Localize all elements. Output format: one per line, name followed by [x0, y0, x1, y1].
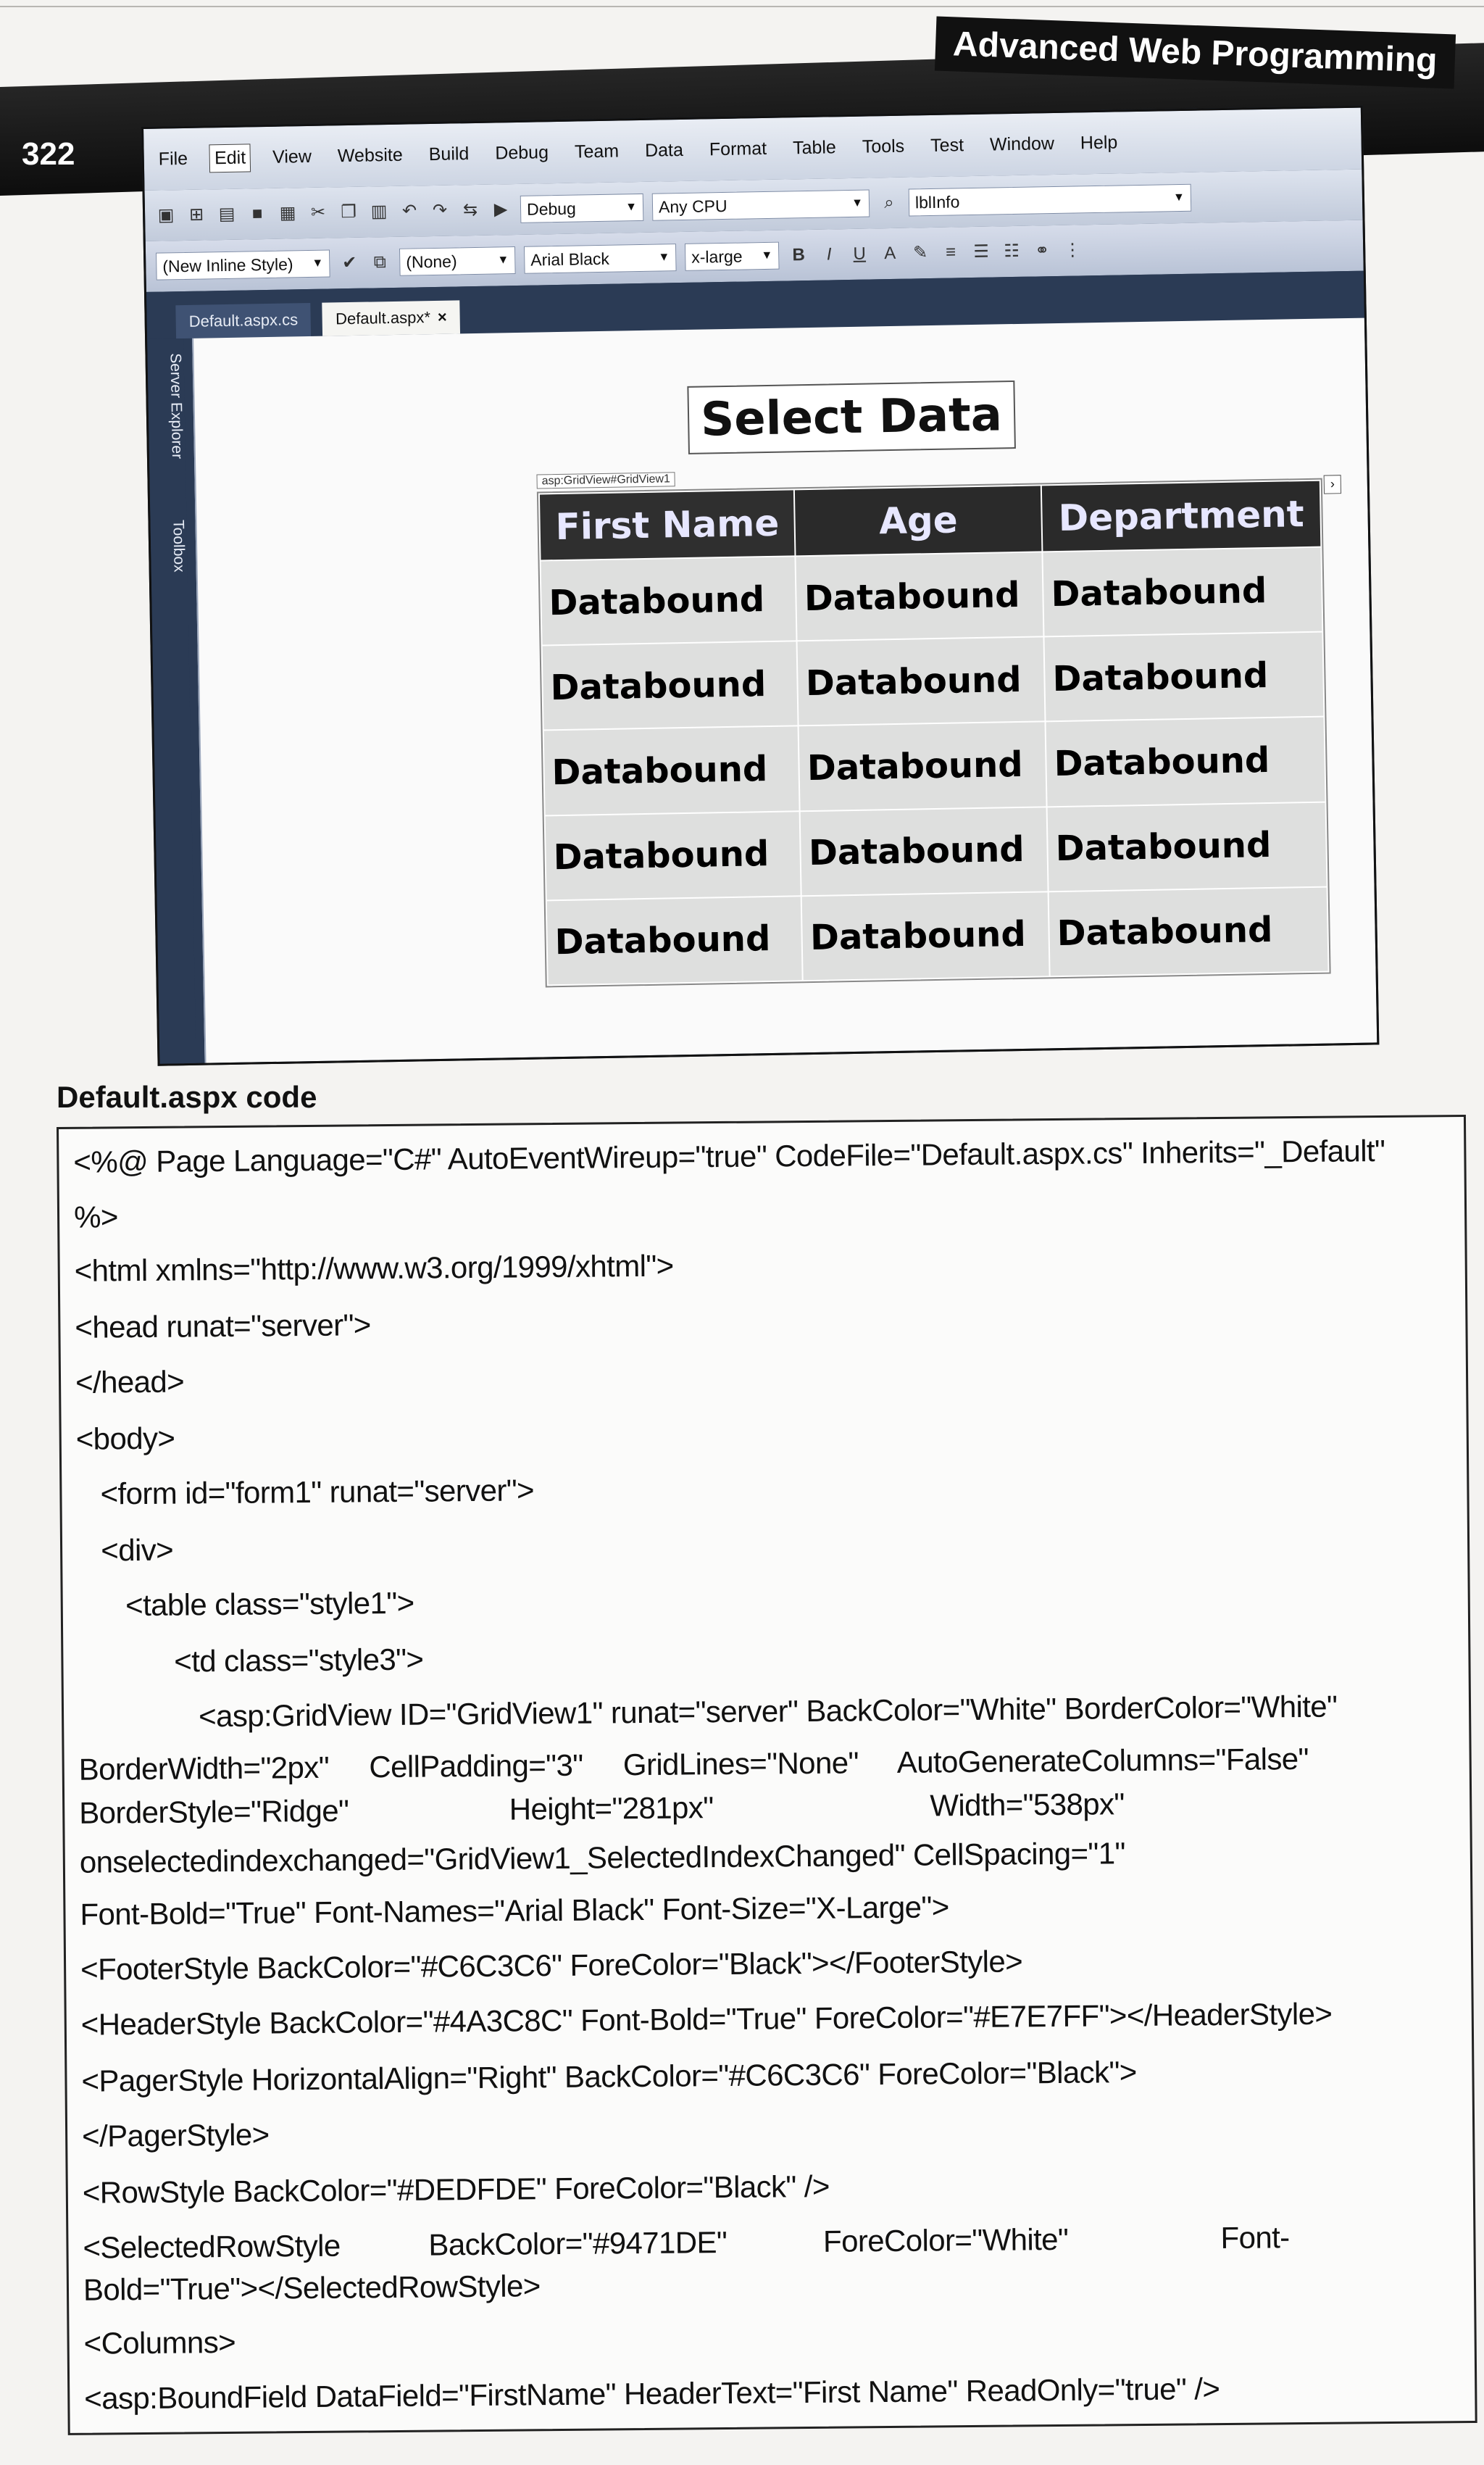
open-file-icon[interactable]: ▤ — [218, 204, 235, 225]
grid-cell: Databound — [1043, 548, 1322, 636]
code-listing — [57, 1115, 1477, 2435]
font-size-dropdown[interactable]: x-large ▼ — [685, 242, 780, 271]
redo-icon[interactable]: ↷ — [432, 200, 448, 220]
code-line: <%@ Page Language="C#" AutoEventWireup="true" CodeFile="Default.aspx.cs" Inherits="_Default" — [73, 1134, 1385, 1179]
grid-cell: Databound — [541, 557, 796, 644]
menu-view[interactable]: View — [272, 146, 312, 167]
close-icon[interactable]: × — [437, 307, 447, 326]
chevron-down-icon: ▼ — [851, 196, 864, 209]
chevron-down-icon: ▼ — [761, 249, 773, 262]
code-line: BorderWidth="2px" CellPadding="3" GridLines="None" AutoGenerateColumns="False" — [78, 1741, 1309, 1787]
menu-build[interactable]: Build — [428, 144, 470, 165]
font-dropdown[interactable]: Arial Black ▼ — [524, 244, 677, 274]
code-line: <SelectedRowStyle BackColor="#9471DE" ForeColor="White" Font- — [83, 2220, 1290, 2265]
align-icon[interactable]: ≡ — [945, 242, 956, 262]
code-line: </head> — [75, 1364, 185, 1400]
gridview-table — [538, 480, 1330, 986]
grid-cell: Databound — [796, 552, 1043, 640]
book-title: Advanced Web Programming — [935, 17, 1456, 89]
menu-window[interactable]: Window — [989, 133, 1055, 155]
code-line: Bold="True"></SelectedRowStyle> — [83, 2269, 541, 2307]
menu-help[interactable]: Help — [1080, 132, 1118, 154]
code-heading: Default.aspx code — [57, 1080, 317, 1114]
side-tool-strip — [147, 338, 196, 1064]
paste-icon[interactable]: ▥ — [370, 201, 388, 222]
hyperlink-icon[interactable]: ⚭ — [1034, 241, 1050, 261]
font-color-icon[interactable]: A — [883, 243, 896, 264]
gridview-tag: asp:GridView#GridView1 — [536, 472, 675, 489]
chevron-down-icon: ▼ — [625, 201, 638, 214]
code-line: <head runat="server"> — [75, 1308, 371, 1344]
chevron-down-icon: ▼ — [497, 254, 509, 267]
configuration-dropdown[interactable]: Debug ▼ — [520, 194, 644, 223]
code-line: <RowStyle BackColor="#DEDFDE" ForeColor="Black" /> — [82, 2169, 830, 2210]
save-icon[interactable]: ■ — [251, 204, 263, 224]
chevron-down-icon: ▼ — [658, 251, 670, 264]
grid-cell: Databound — [543, 642, 798, 730]
menu-test[interactable]: Test — [930, 135, 964, 156]
toolbox-tab[interactable]: Toolbox — [170, 519, 188, 573]
page-top-rule — [0, 6, 1484, 7]
add-item-icon[interactable]: ⊞ — [188, 204, 204, 225]
menu-edit[interactable]: Edit — [209, 144, 251, 172]
start-debug-icon[interactable]: ▶ — [493, 199, 508, 220]
grid-cell: Databound — [544, 727, 799, 815]
menu-debug[interactable]: Debug — [495, 142, 549, 164]
italic-icon[interactable]: I — [826, 244, 832, 265]
code-line: onselectedindexchanged="GridView1_SelectedIndexChanged" CellSpacing="1" — [79, 1836, 1125, 1879]
code-line: <PagerStyle HorizontalAlign="Right" BackColor="#C6C3C6" ForeColor="Black"> — [81, 2055, 1137, 2098]
design-surface — [192, 318, 1377, 1063]
header-age: Age — [795, 486, 1041, 555]
server-explorer-tab[interactable]: Server Explorer — [167, 353, 186, 460]
menu-team[interactable]: Team — [574, 141, 620, 162]
find-icon[interactable]: ⌕ — [884, 192, 894, 213]
code-line: <body> — [75, 1421, 175, 1456]
table-row — [541, 548, 1322, 645]
grid-cell: Databound — [798, 638, 1045, 726]
more-options-icon[interactable]: ⋮ — [1063, 240, 1082, 260]
platform-dropdown[interactable]: Any CPU ▼ — [652, 189, 870, 220]
attach-style-icon[interactable]: ⧉ — [373, 252, 387, 273]
ide-screenshot — [141, 106, 1379, 1066]
code-line: <FooterStyle BackColor="#C6C3C6" ForeColor="Black"></FooterStyle> — [80, 1944, 1023, 1987]
tab-default-aspx[interactable]: Default.aspx* × — [322, 300, 460, 336]
table-row — [543, 633, 1324, 730]
target-rule-dropdown[interactable]: (None) ▼ — [399, 246, 516, 276]
grid-cell: Databound — [547, 897, 802, 984]
grid-cell: Databound — [1048, 802, 1327, 891]
cut-icon[interactable]: ✂ — [310, 202, 326, 223]
numbered-list-icon[interactable]: ☰ — [973, 241, 990, 262]
header-department: Department — [1042, 481, 1320, 552]
code-line: BorderStyle="Ridge" Height="281px" Width="538px" — [79, 1787, 1125, 1830]
select-data-label[interactable]: Select Data — [687, 381, 1015, 454]
code-line: <div> — [76, 1532, 174, 1568]
table-row — [546, 802, 1327, 899]
code-line: Font-Bold="True" Font-Names="Arial Black" Font-Size="X-Large"> — [80, 1890, 949, 1932]
menu-website[interactable]: Website — [337, 144, 403, 167]
code-line: <form id="form1" runat="server"> — [76, 1473, 535, 1511]
code-line: </PagerStyle> — [81, 2117, 270, 2153]
grid-cell: Databound — [802, 892, 1049, 980]
chevron-down-icon: ▼ — [312, 257, 324, 270]
save-all-icon[interactable]: ▦ — [279, 203, 296, 223]
underline-icon[interactable]: U — [853, 244, 867, 264]
highlight-icon[interactable]: ✎ — [912, 243, 928, 263]
bold-icon[interactable]: B — [792, 245, 806, 265]
table-row — [547, 887, 1328, 984]
menu-format[interactable]: Format — [709, 138, 767, 160]
grid-cell: Databound — [799, 723, 1046, 810]
grid-cell: Databound — [1045, 633, 1324, 721]
grid-cell: Databound — [801, 807, 1048, 895]
code-line: <td class="style3"> — [78, 1642, 424, 1679]
menu-table[interactable]: Table — [792, 137, 837, 159]
bulleted-list-icon[interactable]: ☷ — [1004, 241, 1020, 262]
navigate-icon[interactable]: ⇆ — [462, 199, 478, 220]
object-dropdown[interactable]: lblInfo ▼ — [909, 184, 1192, 217]
page-number: 322 — [22, 136, 75, 172]
menu-file[interactable]: File — [158, 148, 188, 170]
code-line: <HeaderStyle BackColor="#4A3C8C" Font-Bold="True" ForeColor="#E7E7FF"></HeaderStyle> — [80, 1996, 1333, 2042]
grid-cell: Databound — [1046, 718, 1325, 806]
copy-icon[interactable]: ❐ — [341, 201, 357, 223]
menu-data[interactable]: Data — [644, 139, 684, 161]
code-line: <Columns> — [83, 2324, 236, 2361]
undo-icon[interactable]: ↶ — [401, 201, 417, 221]
code-line: <html xmlns="http://www.w3.org/1999/xhtml"> — [74, 1248, 674, 1288]
chevron-down-icon: ▼ — [1172, 191, 1185, 204]
code-line: %> — [73, 1200, 118, 1234]
smart-tag-icon[interactable]: › — [1324, 475, 1341, 494]
grid-cell: Databound — [546, 812, 801, 899]
code-line: <asp:BoundField DataField="FirstName" HeaderText="First Name" ReadOnly="true" /> — [84, 2372, 1220, 2416]
header-first-name: First Name — [540, 490, 795, 560]
code-line: <table class="style1"> — [77, 1585, 414, 1623]
menu-tools[interactable]: Tools — [862, 136, 905, 157]
gridview-header-row — [540, 481, 1320, 560]
style-dropdown[interactable]: (New Inline Style) ▼ — [156, 249, 330, 280]
gridview-control[interactable] — [537, 473, 1335, 988]
apply-style-icon[interactable]: ✔ — [342, 252, 357, 273]
grid-cell: Databound — [1049, 887, 1328, 976]
table-row — [544, 718, 1325, 815]
code-line: <asp:GridView ID="GridView1" runat="server" BackColor="White" BorderColor="White" — [78, 1689, 1338, 1734]
tab-default-aspx-cs[interactable]: Default.aspx.cs — [175, 303, 311, 338]
new-project-icon[interactable]: ▣ — [157, 205, 175, 225]
